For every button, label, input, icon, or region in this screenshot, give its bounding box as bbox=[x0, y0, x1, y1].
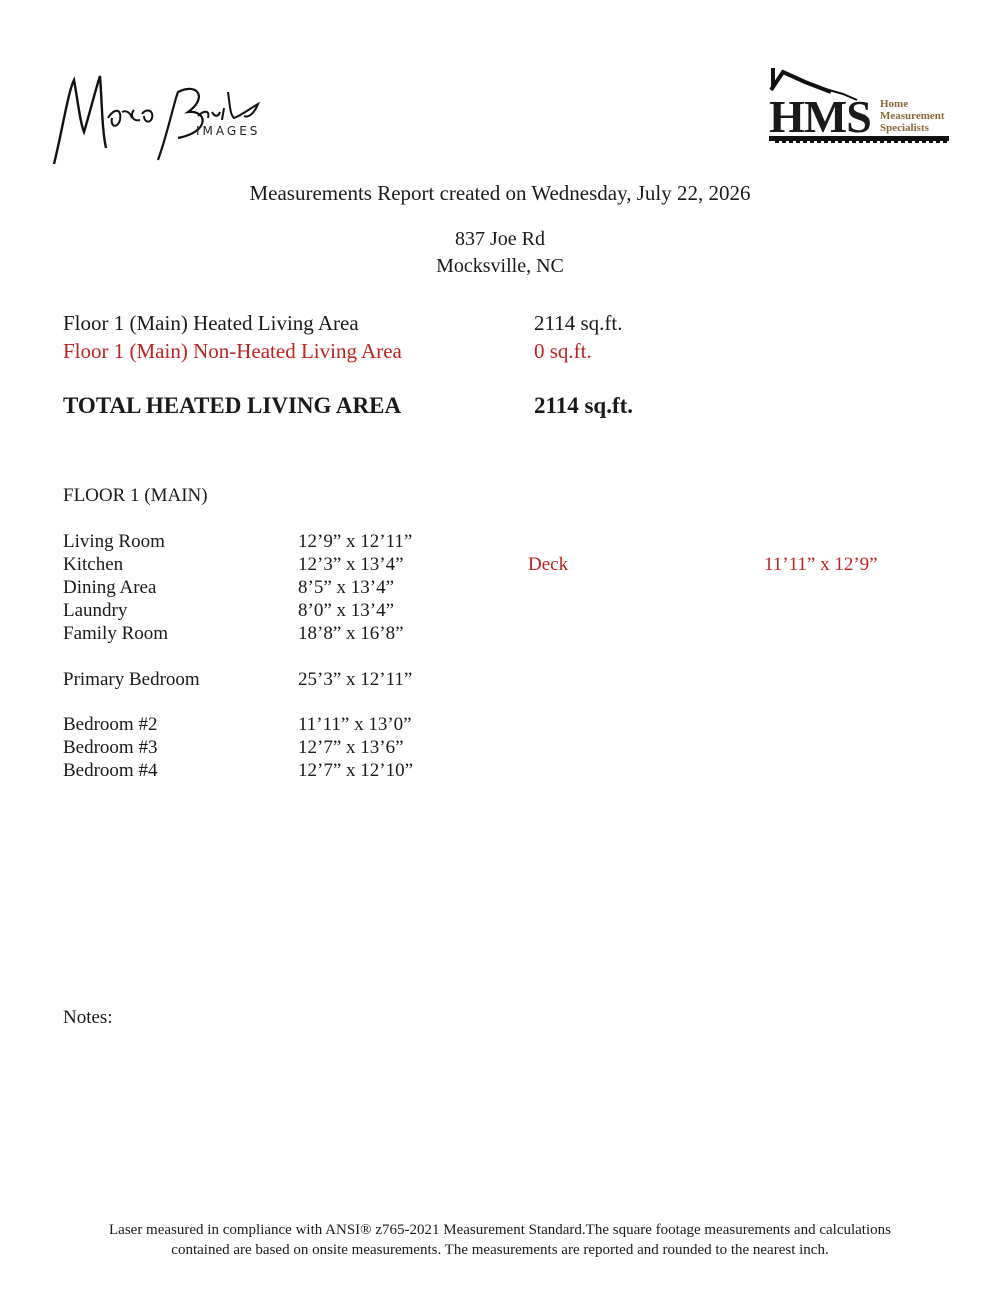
room-dims: 12’3” x 13’4” bbox=[298, 554, 404, 575]
room-name: Kitchen bbox=[63, 554, 124, 575]
hms-line-home: Home bbox=[880, 98, 909, 110]
heated-area-value: 2114 sq.ft. bbox=[534, 311, 623, 335]
marco-basile-logo bbox=[48, 52, 278, 170]
room-name: Dining Area bbox=[63, 577, 157, 598]
footer-line-1: Laser measured in compliance with ANSI® z765-2021 Measurement Standard.The square footage measurements and calculations bbox=[109, 1222, 891, 1238]
hms-line-measurement: Measurement bbox=[880, 110, 945, 122]
room-name: Primary Bedroom bbox=[63, 669, 200, 690]
room-name: Bedroom #4 bbox=[63, 760, 158, 781]
room-dims: 12’7” x 12’10” bbox=[298, 760, 414, 781]
room-name: Bedroom #2 bbox=[63, 714, 158, 735]
address-street: 837 Joe Rd bbox=[455, 228, 545, 250]
nonheated-area-label: Floor 1 (Main) Non-Heated Living Area bbox=[63, 339, 402, 363]
address-city: Mocksville, NC bbox=[436, 255, 564, 277]
logo-images-text: IMAGES bbox=[196, 124, 261, 138]
room-dims: 25’3” x 12’11” bbox=[298, 669, 413, 690]
room-dims: 18’8” x 16’8” bbox=[298, 623, 404, 644]
room-name: Family Room bbox=[63, 623, 169, 644]
room-dims: 12’7” x 13’6” bbox=[298, 737, 404, 758]
room-dims: 12’9” x 12’11” bbox=[298, 531, 413, 552]
room-dims: 8’0” x 13’4” bbox=[298, 600, 395, 621]
deck-name: Deck bbox=[528, 554, 569, 575]
room-dims: 11’11” x 13’0” bbox=[298, 714, 412, 735]
room-name: Living Room bbox=[63, 531, 165, 552]
logo-script-text bbox=[48, 52, 49, 53]
nonheated-area-value: 0 sq.ft. bbox=[534, 339, 592, 363]
room-name: Bedroom #3 bbox=[63, 737, 158, 758]
footer-line-2: contained are based on onsite measurements. The measurements are reported and rounded to the nearest inch. bbox=[171, 1242, 829, 1258]
deck-dims: 11’11” x 12’9” bbox=[764, 554, 878, 575]
heated-area-label: Floor 1 (Main) Heated Living Area bbox=[63, 311, 359, 335]
room-dims: 8’5” x 13’4” bbox=[298, 577, 395, 598]
notes-label: Notes: bbox=[63, 1007, 113, 1028]
hms-line-specialists: Specialists bbox=[880, 122, 929, 134]
room-name: Laundry bbox=[63, 600, 128, 621]
hms-logo bbox=[765, 62, 955, 146]
total-area-label: TOTAL HEATED LIVING AREA bbox=[63, 393, 402, 418]
hms-initials: HMS bbox=[769, 91, 871, 142]
floor-heading: FLOOR 1 (MAIN) bbox=[63, 485, 208, 506]
total-area-value: 2114 sq.ft. bbox=[534, 393, 634, 418]
report-title: Measurements Report created on Wednesday, July 22, 2026 bbox=[249, 181, 751, 205]
